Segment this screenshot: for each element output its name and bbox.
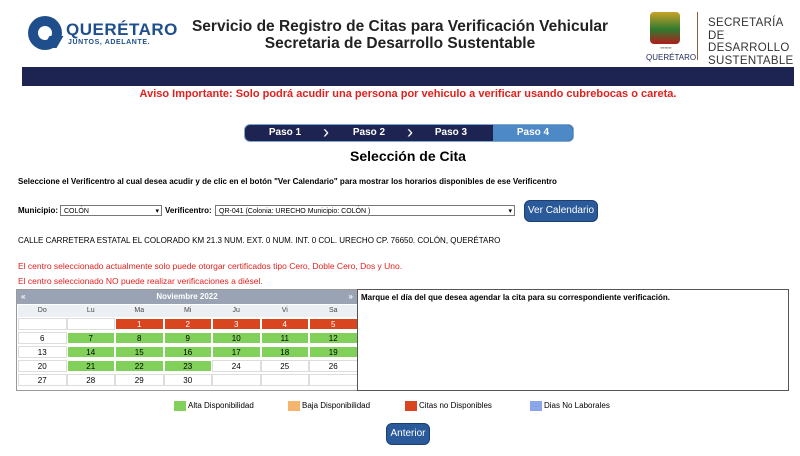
crest-name: QUERÉTARO [646,53,697,62]
calendar-day [67,318,116,330]
title-line-2: Secretaria de Desarrollo Sustentable [264,35,536,52]
legend-baja: Baja Disponibilidad [302,401,371,410]
calendar-day[interactable]: 9 [164,332,213,344]
weekday-header: Mi [164,305,213,317]
logo-subtitle: JUNTOS, ADELANTE. [68,39,151,46]
calendar-day[interactable]: 18 [261,346,310,358]
calendar-day[interactable]: 14 [67,346,116,358]
legend-alta: Alta Disponibilidad [188,401,254,410]
calendar-day [18,318,67,330]
calendar-day: 28 [67,374,116,386]
legend-swatch-alta [174,401,186,411]
step-arrow-icon: › [407,122,413,142]
header [0,0,800,66]
calendar-day: 5 [309,318,358,330]
header-divider [697,12,698,60]
page-header-title [190,18,610,52]
ver-calendario-button[interactable]: Ver Calendario [524,200,598,222]
municipio-selected-value: COLÓN [64,208,89,215]
next-month-icon[interactable]: » [348,292,353,301]
secretaria-line-3: SUSTENTABLE [708,54,794,67]
legend-swatch-no-laborales [530,401,542,411]
municipio-select[interactable] [60,205,162,216]
calendar [16,289,358,391]
calendar-day[interactable]: 21 [67,360,116,372]
step-2: Paso 2 [352,127,386,138]
verificentro-label: Verificentro: [165,206,212,215]
calendar-day: 3 [212,318,261,330]
chevron-down-icon: ▾ [155,208,159,215]
weekday-header: Vi [261,305,310,317]
calendar-day[interactable]: 11 [261,332,310,344]
calendar-day: 26 [309,360,358,372]
calendar-day[interactable]: 12 [309,332,358,344]
calendar-day[interactable]: 16 [164,346,213,358]
weekday-header: Ju [212,305,261,317]
step-progress [244,124,574,142]
calendar-day: 13 [18,346,67,358]
secretaria-logo [708,17,800,67]
legend-no-laborales: Dias No Laborales [544,401,610,410]
calendar-day: 30 [164,374,213,386]
calendar-info-panel [357,289,789,391]
calendar-day: 25 [261,360,310,372]
calendar-day: 4 [261,318,310,330]
important-notice: Aviso Importante: Solo podrá acudir una persona por vehiculo a verificar usando cubrebocas o careta. [139,88,677,100]
legend-swatch-baja [288,401,300,411]
calendar-day[interactable]: 23 [164,360,213,372]
step-1: Paso 1 [268,127,302,138]
verificentro-select[interactable] [215,205,515,216]
step-4-active: Paso 4 [493,125,573,141]
calendar-day[interactable]: 7 [67,332,116,344]
calendar-day: 6 [18,332,67,344]
legend-no-disponibles: Citas no Disponibles [419,401,492,410]
calendar-day[interactable]: 10 [212,332,261,344]
weekday-header: Ma [115,305,164,317]
calendar-day: 1 [115,318,164,330]
logo-text: QUERÉTARO [66,20,178,39]
calendar-day: 24 [212,360,261,372]
verificentro-selected-value: QR-041 (Colonia: URECHO Municipio: COLÓN ) [219,208,371,215]
chevron-down-icon: ▾ [508,208,512,215]
calendar-day[interactable]: 17 [212,346,261,358]
calendar-month: Noviembre 2022 [156,292,218,301]
title-line-1: Servicio de Registro de Citas para Verificación Vehicular [191,18,609,35]
calendar-day[interactable]: 15 [115,346,164,358]
calendar-day: 29 [115,374,164,386]
calendar-info-text: Marque el día del que desea agendar la cita para su correspondiente verificación. [361,293,670,302]
page-title: Selección de Cita [350,148,466,164]
calendar-header [17,290,357,304]
calendar-day[interactable]: 22 [115,360,164,372]
calendar-day [212,374,261,386]
weekday-header: Do [18,305,67,317]
certificate-notice: El centro seleccionado actualmente solo puede otorgar certificados tipo Cero, Doble Cero, Dos y Uno. [18,261,403,271]
instructions-text: Seleccione el Verificentro al cual desea acudir y de clic en el botón "Ver Calendario" para mostrar los horarios disponibles de ese Verificentro [18,177,557,186]
municipio-label: Municipio: [18,206,58,215]
weekday-header: Lu [67,305,116,317]
prev-month-icon[interactable]: « [21,292,26,301]
anterior-button[interactable]: Anterior [386,423,430,445]
nav-bar [22,67,794,86]
calendar-day: 20 [18,360,67,372]
weekday-header: Sa [309,305,358,317]
calendar-day[interactable]: 8 [115,332,164,344]
calendar-day [309,374,358,386]
step-arrow-icon: › [323,122,329,142]
crest-caption: ▪▪▪▪▪▪▪▪ [660,45,672,50]
calendar-day[interactable]: 19 [309,346,358,358]
calendar-day: 27 [18,374,67,386]
step-3: Paso 3 [434,127,468,138]
calendar-day: 2 [164,318,213,330]
verificentro-address: CALLE CARRETERA ESTATAL EL COLORADO KM 21.3 NUM. EXT. 0 NUM. INT. 0 COL. URECHO CP. 76650. COLÓN, QUERÉTARO [18,236,501,245]
legend-swatch-no-disponibles [405,401,417,411]
diesel-notice: El centro seleccionado NO puede realizar verificaciones a diésel. [18,276,263,286]
secretaria-line-1: SECRETARÍA [708,17,784,29]
secretaria-line-2: DE DESARROLLO [708,29,790,54]
calendar-day [261,374,310,386]
coat-of-arms-icon [650,12,680,44]
